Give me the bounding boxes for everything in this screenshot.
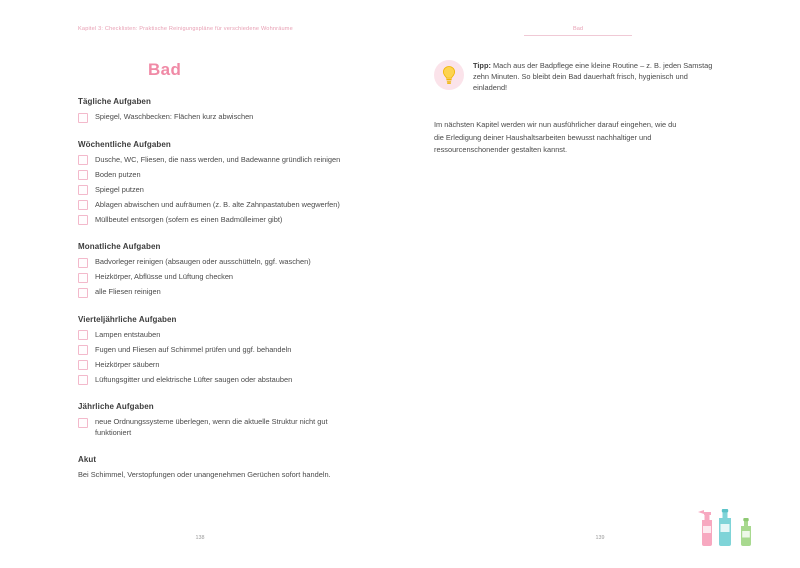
checklist xyxy=(78,257,366,298)
section-akut xyxy=(78,455,366,481)
section-heading: Tägliche Aufgaben xyxy=(78,97,151,106)
list-item[interactable] xyxy=(78,360,366,371)
list-item-label: Boden putzen xyxy=(95,169,141,179)
running-head-left: Kapitel 3: Checklisten: Praktische Reinigungspläne für verschiedene Wohnräume xyxy=(78,26,293,32)
list-item[interactable] xyxy=(78,170,366,181)
list-item-label: Ablagen abwischen und aufräumen (z. B. alte Zahnpastatuben wegwerfen) xyxy=(95,199,340,209)
checkbox-icon[interactable] xyxy=(78,273,88,283)
list-item[interactable] xyxy=(78,257,366,268)
checkbox-icon[interactable] xyxy=(78,185,88,195)
list-item-label: Lampen entstauben xyxy=(95,329,161,339)
list-item-label: Lüftungsgitter und elektrische Lüfter saugen oder abstauben xyxy=(95,374,293,384)
section-heading: Wöchentliche Aufgaben xyxy=(78,139,171,149)
right-page xyxy=(400,0,800,568)
checkbox-icon[interactable] xyxy=(78,155,88,165)
section-heading: Monatliche Aufgaben xyxy=(78,242,161,251)
checklist xyxy=(78,112,366,123)
section-monatliche-aufgaben xyxy=(78,242,366,298)
tip-body: Mach aus der Badpflege eine kleine Routine – z. B. jeden Samstag zehn Minuten. So bleibt dein Bad dauerhaft frisch, hygienisch und einladend! xyxy=(473,61,713,92)
section-heading: Vierteljährliche Aufgaben xyxy=(78,314,177,324)
list-item[interactable] xyxy=(78,272,366,283)
checkbox-icon[interactable] xyxy=(78,330,88,340)
section-jaehrliche-aufgaben xyxy=(78,402,366,438)
section-heading: Jährliche Aufgaben xyxy=(78,402,154,411)
list-item-label: Spiegel putzen xyxy=(95,184,144,194)
checkbox-icon[interactable] xyxy=(78,418,88,428)
page-number-right: 139 xyxy=(595,535,605,541)
list-item[interactable] xyxy=(78,287,366,298)
list-item-label: neue Ordnungssysteme überlegen, wenn die aktuelle Struktur nicht gut funktioniert xyxy=(95,417,328,437)
list-item-label: Müllbeutel entsorgen (sofern es einen Badmülleimer gibt) xyxy=(95,214,283,224)
list-item-label: Heizkörper, Abflüsse und Lüftung checken xyxy=(95,272,234,281)
list-item-label: alle Fliesen reinigen xyxy=(95,287,161,296)
checkbox-icon[interactable] xyxy=(78,288,88,298)
page-title: Bad xyxy=(148,60,182,79)
lightbulb-icon xyxy=(434,60,464,90)
tip-box xyxy=(434,60,722,93)
list-item[interactable] xyxy=(78,185,366,196)
tip-label: Tipp: xyxy=(473,61,491,70)
running-head-rule xyxy=(524,35,632,36)
list-item[interactable] xyxy=(78,417,366,438)
checkbox-icon[interactable] xyxy=(78,360,88,370)
section-vierteljaehrliche-aufgaben xyxy=(78,315,366,386)
checkbox-icon[interactable] xyxy=(78,200,88,210)
list-item[interactable] xyxy=(78,200,366,211)
list-item-label: Fugen und Fliesen auf Schimmel prüfen und ggf. behandeln xyxy=(95,344,292,354)
list-item[interactable] xyxy=(78,330,366,341)
body-paragraph: Im nächsten Kapitel werden wir nun ausführlicher darauf eingehen, wie du die Erledigung deiner Haushaltsarbeiten bewusst nachhaltiger und ressourcenschonender gestalten kannst. xyxy=(434,120,677,154)
checkbox-icon[interactable] xyxy=(78,345,88,355)
list-item[interactable] xyxy=(78,155,366,166)
list-item-label: Dusche, WC, Fliesen, die nass werden, und Badewanne gründlich reinigen xyxy=(95,154,341,164)
running-head-right-label: Bad xyxy=(573,26,583,32)
acute-text: Bei Schimmel, Verstopfungen oder unangenehmen Gerüchen sofort handeln. xyxy=(78,470,331,479)
tip-text xyxy=(473,60,722,93)
list-item-label: Spiegel, Waschbecken: Flächen kurz abwischen xyxy=(95,112,254,121)
list-item[interactable] xyxy=(78,345,366,356)
checkbox-icon[interactable] xyxy=(78,113,88,123)
list-item[interactable] xyxy=(78,112,366,123)
checkbox-icon[interactable] xyxy=(78,375,88,385)
list-item[interactable] xyxy=(78,375,366,386)
section-woechentliche-aufgaben xyxy=(78,140,366,226)
checkbox-icon[interactable] xyxy=(78,215,88,225)
checklist xyxy=(78,417,366,438)
checklist xyxy=(78,330,366,386)
checkbox-icon[interactable] xyxy=(78,258,88,268)
section-taegliche-aufgaben xyxy=(78,97,366,123)
checkbox-icon[interactable] xyxy=(78,170,88,180)
running-head-right xyxy=(434,26,722,36)
list-item-label: Badvorleger reinigen (absaugen oder ausschütteln, ggf. waschen) xyxy=(95,257,311,266)
list-item-label: Heizkörper säubern xyxy=(95,359,160,369)
list-item[interactable] xyxy=(78,215,366,226)
page-number-left: 138 xyxy=(195,535,205,541)
checklist xyxy=(78,155,366,226)
section-heading: Akut xyxy=(78,455,97,464)
